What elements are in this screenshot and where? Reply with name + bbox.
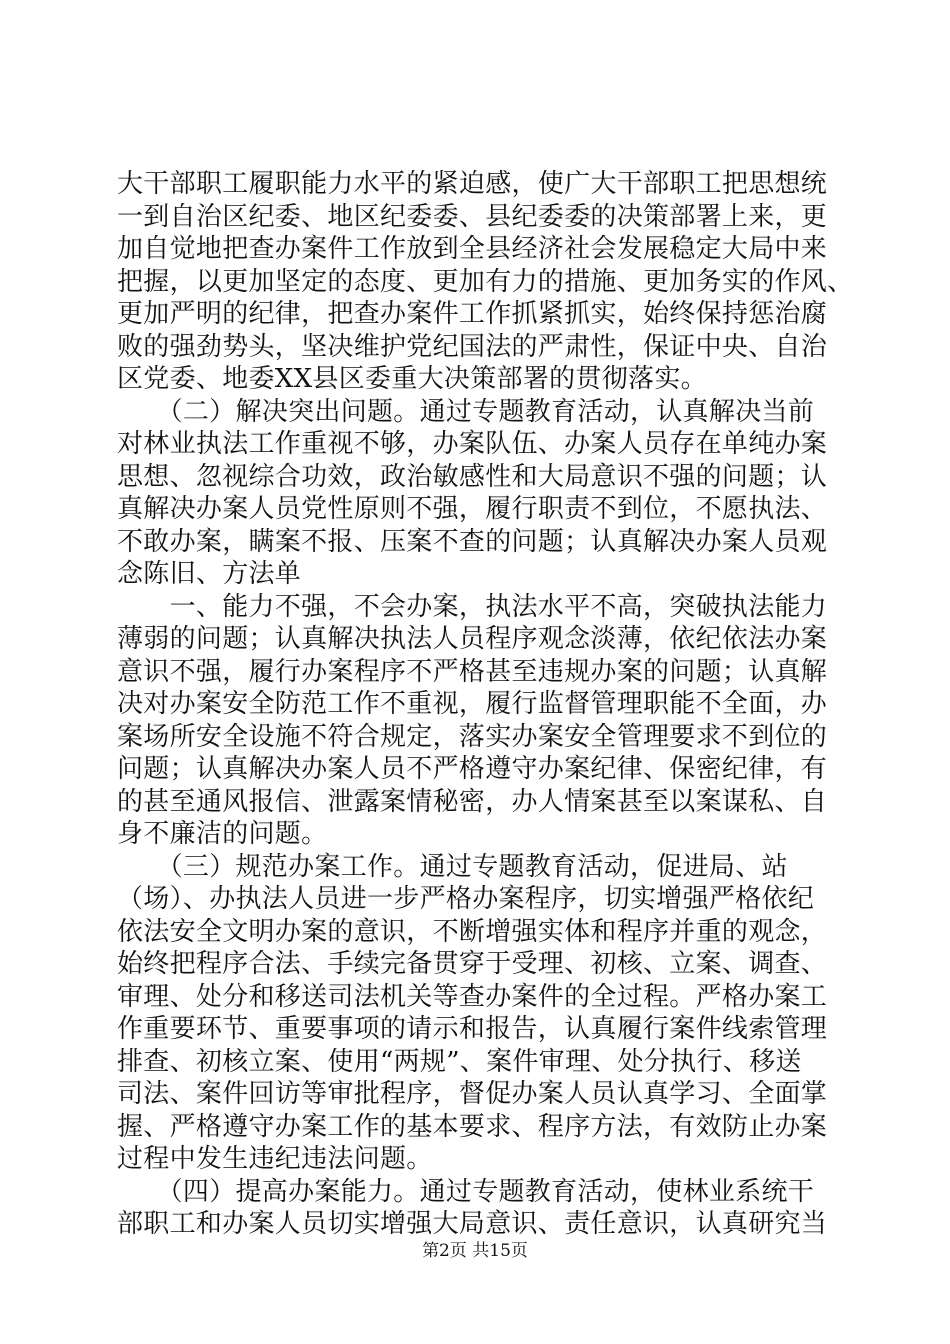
text-line: 一到自治区纪委、地区纪委委、县纪委委的决策部署上来，更 xyxy=(117,201,828,232)
text-line: 区党委、地委XX县区委重大决策部署的贯彻落实。 xyxy=(117,364,707,394)
text-line: 决对办案安全防范工作不重视，履行监督管理职能不全面，办 xyxy=(117,689,828,719)
text-line: 意识不强，履行办案程序不严格甚至违规办案的问题；认真解 xyxy=(117,656,828,687)
text-line: 不敢办案，瞒案不报、压案不查的问题；认真解决办案人员观 xyxy=(117,526,828,557)
body-text xyxy=(117,168,854,1241)
text-line: 加自觉地把查办案件工作放到全县经济社会发展稳定大局中来 xyxy=(117,234,828,264)
text-line: 对林业执法工作重视不够，办案队伍、办案人员存在单纯办案 xyxy=(117,429,828,459)
text-line: 把握，以更加坚定的态度、更加有力的措施、更加务实的作风、 xyxy=(117,266,854,297)
text-line: （场）、办执法人员进一步严格办案程序，切实增强严格依纪 xyxy=(117,884,815,914)
text-line: 始终把程序合法、手续完备贯穿于受理、初核、立案、调查、 xyxy=(117,949,828,979)
text-line: 身不廉洁的问题。 xyxy=(117,819,328,849)
page-footer: 第2页 共15页 xyxy=(422,1241,528,1261)
text-line: 案场所安全设施不符合规定，落实办案安全管理要求不到位的 xyxy=(117,721,828,752)
text-line: 思想、忽视综合功效，政治敏感性和大局意识不强的问题；认 xyxy=(117,461,828,492)
text-line: 问题；认真解决办案人员不严格遵守办案纪律、保密纪律，有 xyxy=(117,754,828,784)
text-line: （四）提高办案能力。通过专题教育活动，使林业系统干 xyxy=(117,1176,815,1207)
text-line: 审理、处分和移送司法机关等查办案件的全过程。严格办案工 xyxy=(117,981,828,1012)
text-line: 更加严明的纪律，把查办案件工作抓紧抓实，始终保持惩治腐 xyxy=(117,299,828,329)
text-line: 部职工和办案人员切实增强大局意识、责任意识，认真研究当 xyxy=(117,1209,828,1239)
text-line: 过程中发生违纪违法问题。 xyxy=(117,1144,433,1174)
text-line: 依法安全文明办案的意识，不断增强实体和程序并重的观念， xyxy=(117,916,828,947)
text-line: 大干部职工履职能力水平的紧迫感，使广大干部职工把思想统 xyxy=(117,169,828,199)
text-line: （三）规范办案工作。通过专题教育活动，促进局、站 xyxy=(117,851,788,882)
text-line: 作重要环节、重要事项的请示和报告，认真履行案件线索管理 xyxy=(117,1014,828,1044)
text-line: 握、严格遵守办案工作的基本要求、程序方法，有效防止办案 xyxy=(117,1111,828,1142)
text-line: 的甚至通风报信、泄露案情秘密，办人情案甚至以案谋私、自 xyxy=(117,786,828,817)
text-line: （二）解决突出问题。通过专题教育活动，认真解决当前 xyxy=(117,396,815,427)
text-line: 念陈旧、方法单 xyxy=(117,559,302,589)
text-line: 司法、案件回访等审批程序，督促办案人员认真学习、全面掌 xyxy=(117,1079,828,1109)
text-line: 真解决办案人员党性原则不强，履行职责不到位，不愿执法、 xyxy=(117,494,828,524)
text-line: 败的强劲势头，坚决维护党纪国法的严肃性，保证中央、自治 xyxy=(117,331,828,362)
text-line: 一、能力不强，不会办案，执法水平不高，突破执法能力 xyxy=(117,591,828,622)
text-line: 薄弱的问题；认真解决执法人员程序观念淡薄，依纪依法办案 xyxy=(117,624,828,654)
text-line: 排查、初核立案、使用“两规”、案件审理、处分执行、移送 xyxy=(117,1046,802,1077)
